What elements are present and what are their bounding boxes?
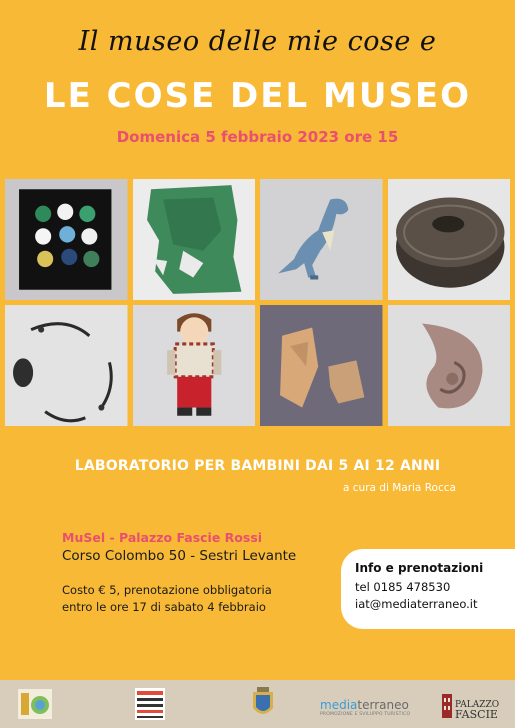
cost-line-1: Costo € 5, prenotazione obbligatoria [62, 583, 272, 597]
venue-address: Corso Colombo 50 - Sestri Levante [62, 548, 297, 564]
mediaterraneo-logo: mediaterraneo [320, 698, 409, 712]
info-email[interactable]: iat@mediaterraneo.it [355, 597, 478, 611]
curator: a cura di Maria Rocca [343, 482, 456, 494]
photo-dinosaur [260, 179, 383, 300]
municipal-crest-icon [250, 686, 276, 720]
cost-line-2: entro le ore 17 di sabato 4 febbraio [62, 600, 266, 614]
script-title: Il museo delle mie cose e [78, 26, 437, 57]
mediaterraneo-subtitle: PROMOZIONE E SVILUPPO TURISTICO [320, 712, 411, 717]
info-card [341, 549, 515, 629]
photo-bracelet [5, 305, 128, 426]
palazzo-fascie-logo-icon [440, 690, 454, 720]
photo-stone-disk [388, 179, 511, 300]
photo-grid [5, 179, 510, 426]
photo-playmobil [133, 305, 256, 426]
info-title: Info e prenotazioni [355, 561, 484, 575]
photo-marbles [5, 179, 128, 300]
photo-ammonite [388, 305, 511, 426]
event-date: Domenica 5 febbraio 2023 ore 15 [116, 128, 399, 146]
photo-flint-stones [260, 305, 383, 426]
cost-info [62, 582, 272, 616]
photo-copper-sheet [133, 179, 256, 300]
palazzo-fascie-logo: PALAZZO FASCIE [455, 700, 500, 721]
workshop-title: LABORATORIO PER BAMBINI DAI 5 AI 12 ANNI [74, 458, 441, 474]
info-phone[interactable]: tel 0185 478530 [355, 580, 451, 594]
main-title: LE COSE DEL MUSEO [43, 76, 472, 116]
venue-name: MuSel - Palazzo Fascie Rossi [62, 530, 263, 545]
library-system-logo-icon [135, 688, 165, 720]
museum-logo-icon [18, 689, 52, 719]
